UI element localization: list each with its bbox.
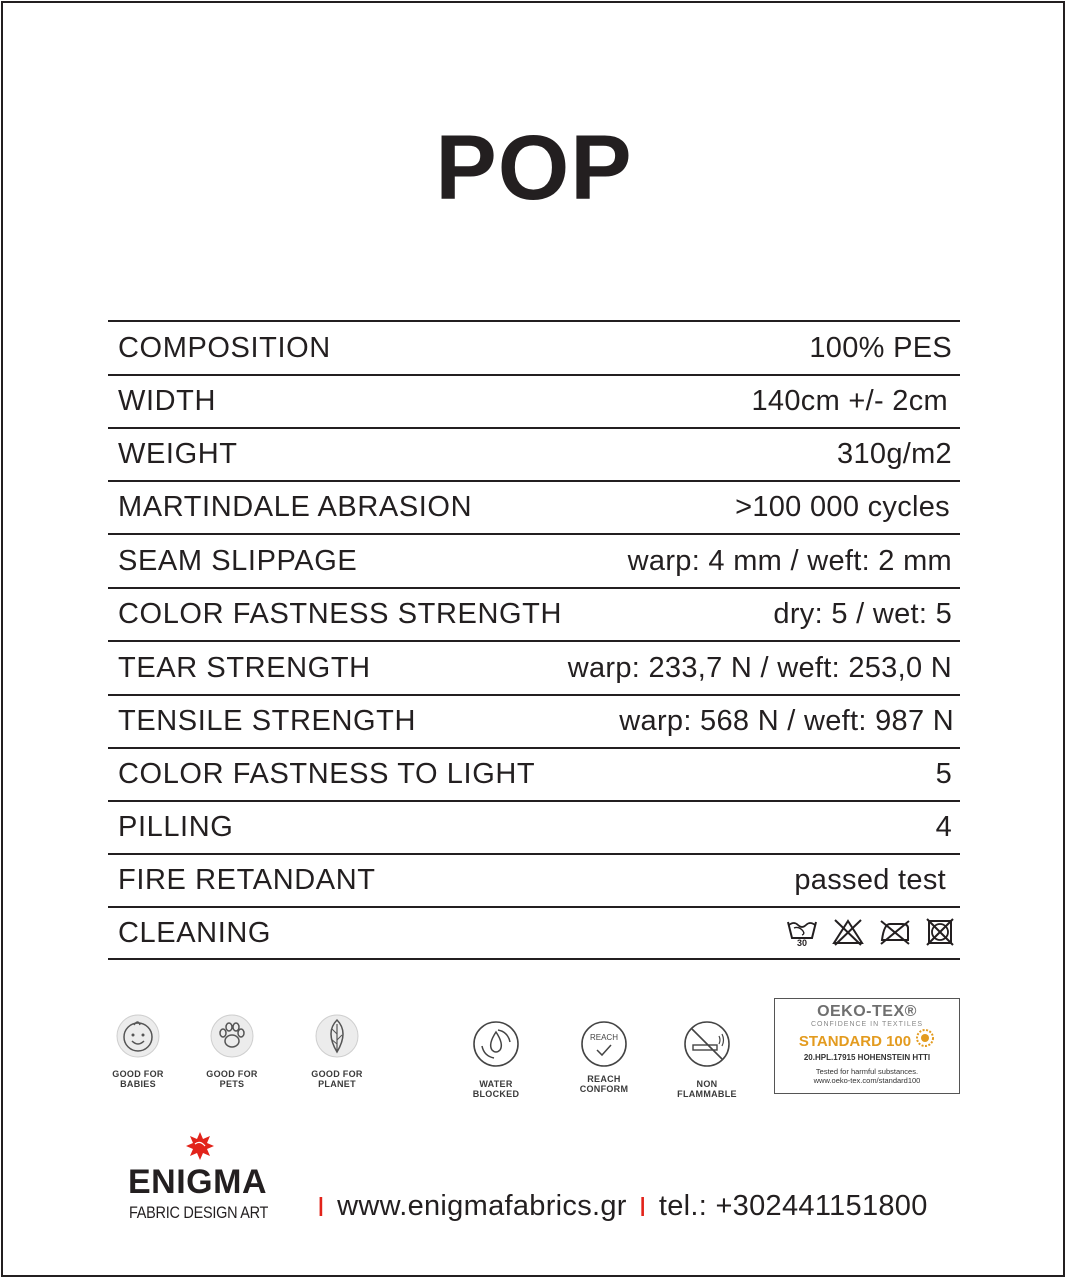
oeko-standard-row <box>775 1028 959 1053</box>
leaf-icon <box>315 1014 359 1063</box>
spec-label: TENSILE STRENGTH <box>118 705 417 737</box>
spec-label: COMPOSITION <box>118 331 331 364</box>
badge-label: GOOD FOR PETS <box>206 1069 258 1089</box>
spec-label: COLOR FASTNESS STRENGTH <box>118 598 563 630</box>
badge-pets <box>206 1014 258 1089</box>
no-bleach-icon <box>832 918 864 948</box>
spec-label: WEIGHT <box>118 438 238 470</box>
spec-value: passed test <box>794 864 946 896</box>
hand-wash-30-icon <box>786 918 818 948</box>
spec-value: 100% PES <box>809 331 952 364</box>
reach-inner-text: REACH <box>589 1033 618 1042</box>
spec-value: dry: 5 / wet: 5 <box>773 598 952 630</box>
company-name: ENIGMA <box>128 1163 267 1201</box>
oeko-brand: OEKO-TEX® <box>817 1003 917 1020</box>
water-drop-icon <box>472 1020 520 1073</box>
spec-label: MARTINDALE ABRASION <box>118 491 473 523</box>
spec-label: CLEANING <box>118 916 272 949</box>
no-tumble-dry-icon <box>926 918 954 948</box>
spec-value: >100 000 cycles <box>735 491 950 523</box>
oeko-tex-certificate <box>774 998 960 1094</box>
spec-value: 5 <box>935 758 952 790</box>
badge-planet <box>311 1014 363 1089</box>
spec-row-cleaning <box>108 906 960 958</box>
no-iron-icon <box>878 918 912 948</box>
oeko-confidence: CONFIDENCE IN TEXTILES <box>810 1021 924 1028</box>
product-title: POP <box>435 117 633 219</box>
spec-row-light-fastness <box>108 747 960 800</box>
spec-value: warp: 233,7 N / weft: 253,0 N <box>567 651 952 684</box>
spec-row-seam-slippage <box>108 533 960 587</box>
spec-row-fire-retardant <box>108 853 960 906</box>
spec-row-width <box>108 374 960 427</box>
spec-row-tear-strength <box>108 640 960 694</box>
sunflower-icon <box>915 1028 935 1053</box>
badge-label: NON FLAMMABLE <box>677 1079 737 1099</box>
baby-face-icon <box>116 1014 160 1063</box>
enigma-logo-icon <box>184 1130 216 1167</box>
spec-row-martindale <box>108 480 960 533</box>
badge-babies <box>112 1014 164 1089</box>
spec-value: warp: 568 N / weft: 987 N <box>619 705 954 737</box>
no-flame-icon <box>683 1020 731 1073</box>
badge-label: REACH CONFORM <box>579 1074 629 1094</box>
badge-non-flammable <box>666 1020 748 1099</box>
spec-value: 4 <box>935 811 952 843</box>
contact-line <box>305 1190 928 1223</box>
separator: I <box>638 1190 647 1222</box>
company-tagline: FABRIC DESIGN ART <box>129 1203 269 1222</box>
spec-label: SEAM SLIPPAGE <box>118 544 358 577</box>
oeko-standard: STANDARD 100 <box>798 1032 912 1050</box>
separator: I <box>317 1190 326 1222</box>
badge-reach <box>562 1020 646 1094</box>
reach-check-icon <box>580 1020 628 1068</box>
oeko-website: www.oeko-tex.com/standard100 <box>813 1076 921 1085</box>
website-link[interactable]: www.enigmafabrics.gr <box>337 1190 627 1222</box>
oeko-tested: Tested for harmful substances. <box>815 1067 919 1076</box>
spec-value: 310g/m2 <box>837 438 952 470</box>
spec-value: 140cm +/- 2cm <box>751 385 948 417</box>
care-icons <box>786 918 960 948</box>
spec-value: warp: 4 mm / weft: 2 mm <box>627 544 952 577</box>
badge-label: WATER BLOCKED <box>472 1079 520 1099</box>
spec-label: PILLING <box>118 811 234 843</box>
phone-number[interactable]: tel.: +302441151800 <box>658 1190 928 1222</box>
spec-label: COLOR FASTNESS TO LIGHT <box>118 758 536 790</box>
spec-row-composition <box>108 320 960 374</box>
spec-label: WIDTH <box>118 385 217 417</box>
spec-row-color-fastness-strength <box>108 587 960 640</box>
table-bottom-rule <box>108 958 960 960</box>
wash-temp-label: 30 <box>797 938 808 948</box>
badge-water-blocked <box>456 1020 536 1099</box>
oeko-cert-number: 20.HPL.17915 HOHENSTEIN HTTI <box>803 1053 931 1062</box>
spec-label: TEAR STRENGTH <box>118 651 371 684</box>
spec-label: FIRE RETANDANT <box>118 864 376 896</box>
paw-icon <box>210 1014 254 1063</box>
badge-label: GOOD FOR PLANET <box>311 1069 363 1089</box>
spec-row-pilling <box>108 800 960 853</box>
spec-row-weight <box>108 427 960 480</box>
spec-row-tensile-strength <box>108 694 960 747</box>
badge-label: GOOD FOR BABIES <box>112 1069 164 1089</box>
